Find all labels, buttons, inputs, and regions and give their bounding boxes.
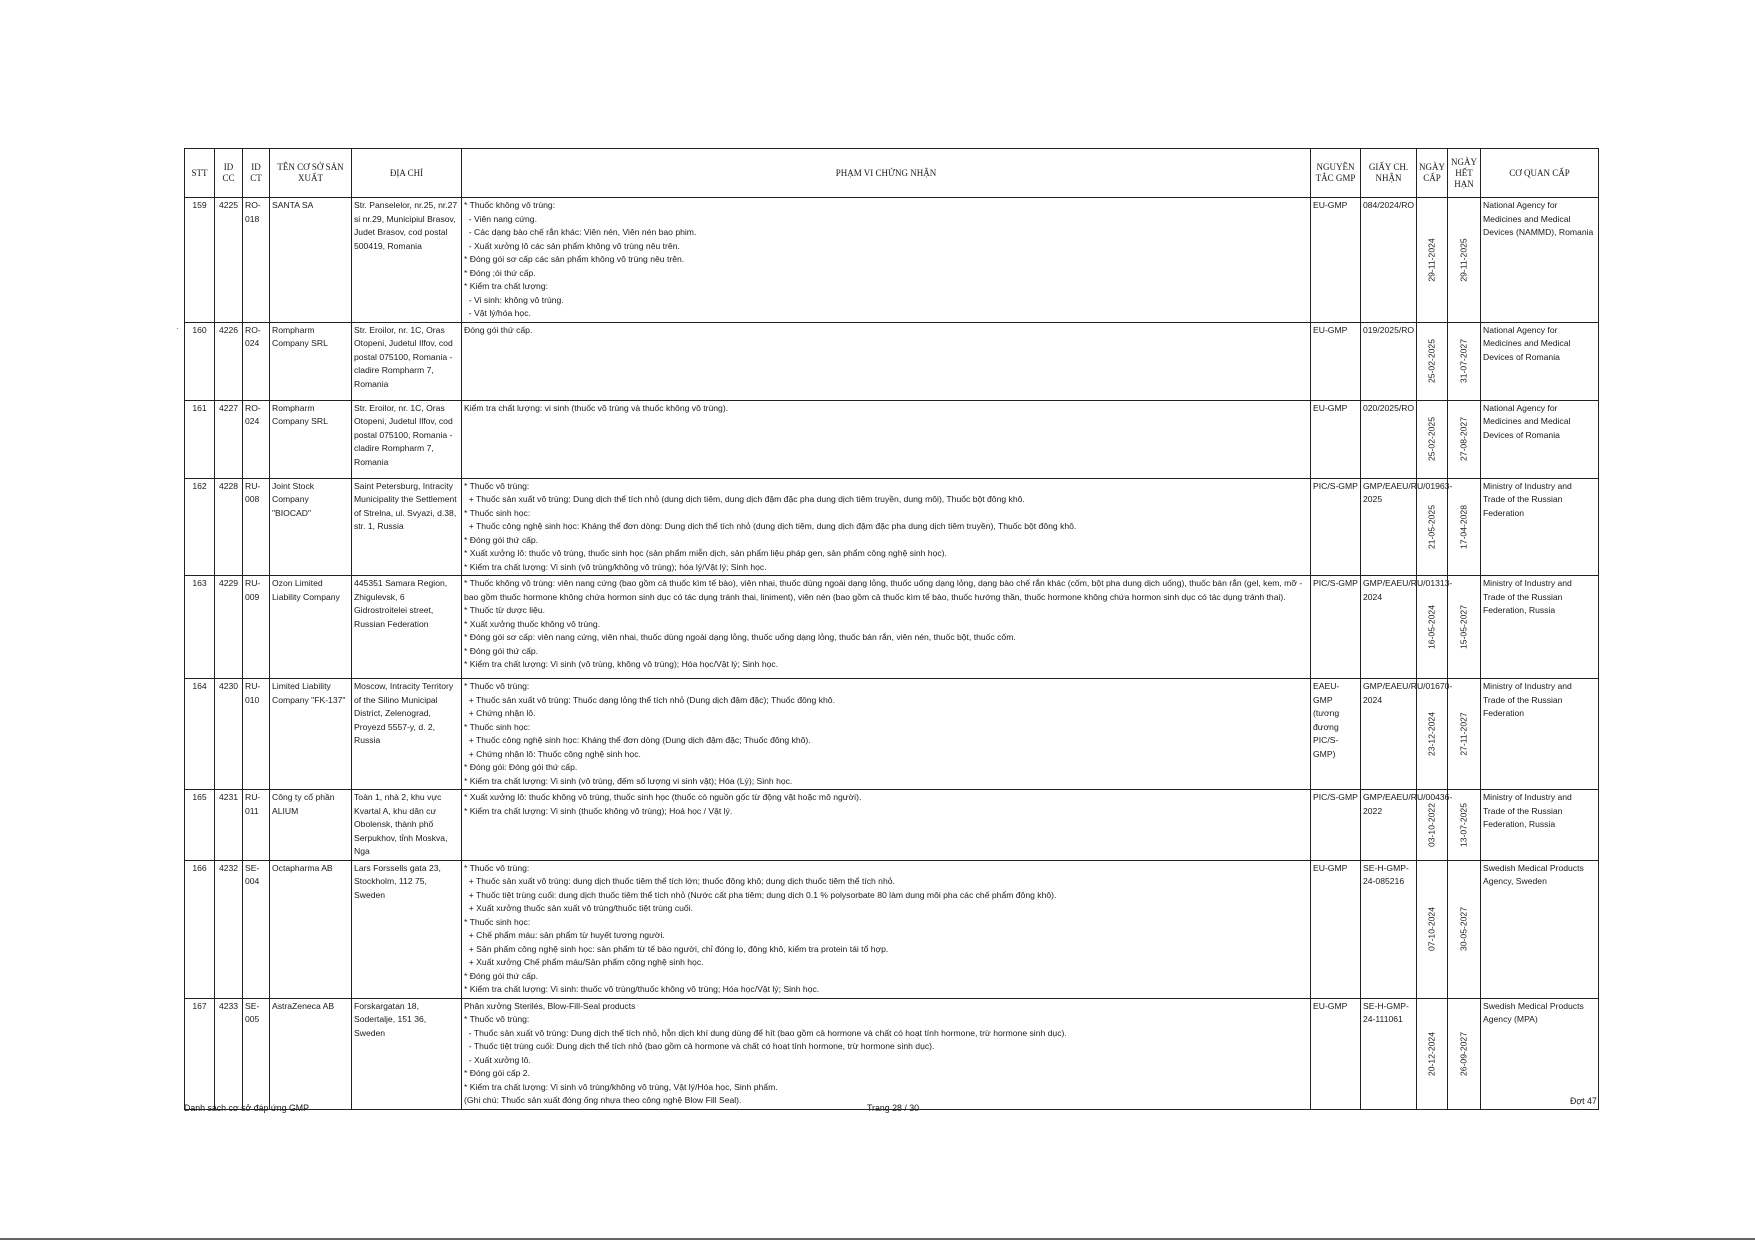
scope-line: * Đóng gói thứ cấp.: [464, 645, 539, 656]
row-gmp-principle: PIC/S-GMP: [1311, 576, 1361, 679]
scope-line: * Thuốc vô trùng:: [464, 480, 530, 491]
row-authority: Ministry of Industry and Trade of the Russian Federation: [1481, 679, 1599, 790]
expiry-date-text: 17-04-2028: [1458, 504, 1469, 549]
row-authority: Swedish Medical Products Agency, Sweden: [1481, 860, 1599, 998]
row-id-ct: RU-011: [243, 790, 270, 861]
table-body: [185, 198, 1599, 1110]
row-stt: 159: [185, 198, 215, 323]
header-gmp-principle: NGUYÊN TẮC GMP: [1311, 149, 1361, 198]
row-id-cc: 4226: [215, 322, 243, 400]
scope-line: * Xuất xưởng thuốc không vô trùng.: [464, 618, 601, 629]
footer-doc-title: Danh sách cơ sở đáp ứng GMP: [184, 1103, 309, 1113]
expiry-date-text: 30-05-2027: [1458, 907, 1469, 951]
row-gmp-principle: EU-GMP: [1311, 322, 1361, 400]
scope-line: - Xuất xưởng lô.: [464, 1054, 531, 1065]
row-expiry-date: [1448, 322, 1481, 400]
row-scope: [462, 322, 1311, 400]
expiry-date-text: 27-08-2027: [1458, 417, 1469, 461]
scope-line: * Kiểm tra chất lượng: Vi sinh vô trùng/không vô trùng, Vật lý/Hóa học, Sinh phẩm.: [464, 1081, 778, 1092]
scope-line: Đóng gói thứ cấp.: [464, 324, 533, 335]
table-row: [185, 478, 1599, 576]
row-authority: Swedish Medical Products Agency (MPA): [1481, 998, 1599, 1109]
scope-line: + Chứng nhận lô.: [464, 708, 536, 718]
row-issue-date: [1417, 322, 1448, 400]
row-id-ct: SE-004: [243, 860, 270, 998]
row-id-cc: 4225: [215, 198, 243, 323]
scope-line: + Chế phẩm máu: sản phẩm từ huyết tương người.: [464, 930, 665, 940]
row-stt: 164: [185, 679, 215, 790]
row-issue-date: [1417, 478, 1448, 576]
footer-batch: Đợt 47: [1570, 1096, 1597, 1106]
table-row: [185, 400, 1599, 478]
scope-line: * Thuốc không vô trùng:: [464, 200, 556, 210]
row-id-cc: 4227: [215, 400, 243, 478]
row-authority: National Agency for Medicines and Medical Devices of Romania: [1481, 322, 1599, 400]
scope-line: + Xuất xưởng Chế phẩm máu/Sản phẩm công nghệ sinh học.: [464, 957, 704, 967]
row-facility-name: Octapharma AB: [270, 860, 352, 998]
scope-line: * Đóng gói thứ cấp.: [464, 970, 539, 981]
row-scope: [462, 400, 1311, 478]
scope-line: Kiểm tra chất lượng: vi sinh (thuốc vô trùng và thuốc không vô trùng).: [464, 402, 729, 413]
scope-line: * Kiểm tra chất lượng: Vi sinh (thuốc không vô trùng); Hoá học / Vật lý.: [464, 805, 733, 816]
margin-mark: ·: [176, 323, 179, 333]
table-row: [185, 790, 1599, 861]
scope-line: - Thuốc sản xuất vô trùng: Dung dịch thể tích nhỏ, hỗn dịch khí dung dùng để hít (bao gồm cả hormone và chất có hoạt tính hormone, trừ hormone sinh dục).: [464, 1027, 1067, 1038]
row-stt: 165: [185, 790, 215, 861]
scope-line: - Các dạng bào chế rắn khác: Viên nén, Viên nén bao phim.: [464, 227, 697, 237]
row-facility-name: Rompharm Company SRL: [270, 322, 352, 400]
scope-line: - Xuất xưởng lô các sản phẩm không vô trùng nêu trên.: [464, 240, 680, 251]
row-id-ct: RO-018: [243, 198, 270, 323]
scope-line: + Thuốc công nghệ sinh học: Kháng thể đơn dòng (Dung dịch đậm đặc; Thuốc đông khô).: [464, 735, 811, 745]
row-id-ct: RO-024: [243, 400, 270, 478]
issue-date-text: 07-10-2024: [1426, 907, 1437, 951]
row-issue-date: [1417, 679, 1448, 790]
row-certificate: GMP/EAEU/RU/01963-2025: [1361, 478, 1417, 576]
row-id-ct: RU-009: [243, 576, 270, 679]
row-scope: [462, 860, 1311, 998]
scope-line: + Thuốc sản xuất vô trùng: dung dịch thuốc tiêm thể tích lớn; thuốc đông khô; dung dịch thuốc tiêm thể tích nhỏ.: [464, 876, 895, 886]
row-id-ct: RU-010: [243, 679, 270, 790]
row-certificate: GMP/EAEU/RU/01670-2024: [1361, 679, 1417, 790]
row-certificate: 020/2025/RO: [1361, 400, 1417, 478]
expiry-date-text: 27-11-2027: [1458, 712, 1469, 756]
scope-line: * Kiểm tra chất lượng:: [464, 281, 548, 291]
row-stt: 166: [185, 860, 215, 998]
expiry-date-text: 29-11-2025: [1458, 238, 1469, 282]
issue-date-text: 25-02-2025: [1426, 339, 1437, 383]
row-address: Str. Eroilor, nr. 1C, Oras Otopeni, Judetul Ilfov, cod postal 075100, Romania - cladire Rompharm 7, Romania: [352, 322, 462, 400]
row-certificate: 084/2024/RO: [1361, 198, 1417, 323]
scope-line: * Đóng ;ói thứ cấp.: [464, 267, 536, 278]
scope-line: + Thuốc công nghệ sinh học: Kháng thể đơn dòng: Dung dịch thể tích nhỏ (dung dịch tiêm, dung dịch đậm đặc pha dung dịch tiêm truyền), Thuốc bột đông khô.: [464, 521, 1077, 531]
header-scope: PHẠM VI CHỨNG NHẬN: [462, 149, 1311, 198]
scope-line: (Ghi chú: Thuốc sản xuất đóng ống nhựa theo công nghệ Blow Fill Seal).: [464, 1095, 742, 1105]
row-facility-name: Ozon Limited Liability Company: [270, 576, 352, 679]
expiry-date-text: 15-05-2027: [1458, 605, 1469, 649]
row-gmp-principle: EAEU-GMP (tương đương PIC/S-GMP): [1311, 679, 1361, 790]
row-facility-name: Công ty cổ phần ALIUM: [270, 790, 352, 861]
scope-line: * Đóng gói sơ cấp: viên nang cứng, viên nhai, thuốc dùng ngoài dạng lỏng, thuốc uống dạng lỏng, thuốc bán rắn, viên nén, thuốc bột, thuốc cốm.: [464, 632, 1016, 642]
row-expiry-date: [1448, 478, 1481, 576]
row-gmp-principle: EU-GMP: [1311, 198, 1361, 323]
row-id-cc: 4228: [215, 478, 243, 576]
table-row: [185, 998, 1599, 1109]
row-issue-date: [1417, 198, 1448, 323]
row-expiry-date: [1448, 860, 1481, 998]
scope-line: - Vi sinh: không vô trùng.: [464, 294, 564, 305]
row-id-cc: 4230: [215, 679, 243, 790]
row-id-ct: RO-024: [243, 322, 270, 400]
row-address: Moscow, Intracity Territory of the Silino Municipal District, Zelenograd, Proyezd 5557-y, d. 2, Russia: [352, 679, 462, 790]
scope-line: + Thuốc sản xuất vô trùng: Dung dịch thể tích nhỏ (dung dịch tiêm, dung dịch đậm đặc pha dung dịch tiêm truyền, dung môi), Thuốc bột đông khô.: [464, 494, 1025, 504]
scope-line: * Thuốc không vô trùng: viên nang cứng (bao gồm cả thuốc kìm tế bào), viên nhai, thuốc dùng ngoài dạng lỏng, thuốc uống dạng lỏng, dạng bào chế rắn khác (cốm, bột pha dung dịch uống), thuốc bán rắn (gel, kem, mỡ - bao gồm thuốc hormone không chứa hormon sinh dục có tác dụng tránh thai, liniment), viên nén (bao gồm cả thuốc kìm tế bào, thuốc hướng thần, thuốc hormone không chứa hormon sinh dục có tác dụng tránh thai).: [464, 578, 1305, 602]
expiry-date-text: 26-09-2027: [1458, 1031, 1469, 1076]
row-authority: National Agency for Medicines and Medical Devices (NAMMD), Romania: [1481, 198, 1599, 323]
header-stt: STT: [185, 149, 215, 198]
row-authority: Ministry of Industry and Trade of the Russian Federation, Russia: [1481, 576, 1599, 679]
row-issue-date: [1417, 400, 1448, 478]
row-stt: 167: [185, 998, 215, 1109]
scope-line: * Thuốc sinh học:: [464, 916, 531, 927]
header-expiry-date: NGÀY HẾT HẠN: [1448, 149, 1481, 198]
row-scope: [462, 198, 1311, 323]
table-row: [185, 860, 1599, 998]
table-row: [185, 198, 1599, 323]
header-id-cc: ID CC: [215, 149, 243, 198]
row-authority: National Agency for Medicines and Medical Devices of Romania: [1481, 400, 1599, 478]
row-gmp-principle: EU-GMP: [1311, 400, 1361, 478]
scope-line: * Thuốc sinh học:: [464, 721, 531, 732]
row-certificate: SE-H-GMP-24-085216: [1361, 860, 1417, 998]
row-facility-name: Limited Liability Company "FK-137": [270, 679, 352, 790]
scope-line: * Kiểm tra chất lượng: Vi sinh (vô trùng, không vô trùng); Hóa học/Vật lý; Sinh học.: [464, 659, 779, 669]
row-facility-name: Joint Stock Company "BIOCAD": [270, 478, 352, 576]
scope-line: * Thuốc vô trùng:: [464, 862, 530, 873]
issue-date-text: 23-12-2024: [1426, 712, 1437, 756]
row-facility-name: AstraZeneca AB: [270, 998, 352, 1109]
row-issue-date: [1417, 998, 1448, 1109]
row-expiry-date: [1448, 998, 1481, 1109]
row-certificate: GMP/EAEU/RU/01313-2024: [1361, 576, 1417, 679]
header-id-ct: ID CT: [243, 149, 270, 198]
row-scope: [462, 679, 1311, 790]
issue-date-text: 20-12-2024: [1426, 1031, 1437, 1076]
header-facility-name: TÊN CƠ SỞ SẢN XUẤT: [270, 149, 352, 198]
issue-date-text: 25-02-2025: [1426, 417, 1437, 461]
scope-line: Phân xưởng Sterilés, Blow-Fill-Seal products: [464, 1000, 636, 1011]
row-id-cc: 4231: [215, 790, 243, 861]
scope-line: * Đóng gói thứ cấp.: [464, 534, 539, 545]
row-address: Saint Petersburg, Intracity Municipality the Settlement of Strelna, ul. Svyazi, d.38, str. 1, Russia: [352, 478, 462, 576]
issue-date-text: 21-05-2025: [1426, 504, 1437, 549]
gmp-facility-table: [184, 148, 1599, 1110]
header-address: ĐỊA CHỈ: [352, 149, 462, 198]
header-authority: CƠ QUAN CẤP: [1481, 149, 1599, 198]
row-authority: Ministry of Industry and Trade of the Russian Federation, Russia: [1481, 790, 1599, 861]
table-row: [185, 679, 1599, 790]
scope-line: * Đóng gói: Đóng gói thứ cấp.: [464, 762, 578, 772]
footer-page-number: Trang 28 / 30: [867, 1103, 919, 1113]
row-expiry-date: [1448, 790, 1481, 861]
scan-edge-line: [0, 1238, 1755, 1240]
scope-line: * Xuất xưởng lô: thuốc vô trùng, thuốc sinh học (sản phẩm miễn dịch, sản phẩm liệu pháp gen, sản phẩm công nghệ sinh học).: [464, 548, 947, 558]
issue-date-text: 03-10-2022: [1426, 802, 1437, 847]
row-id-ct: SE-005: [243, 998, 270, 1109]
issue-date-text: 29-11-2024: [1426, 238, 1437, 282]
row-authority: Ministry of Industry and Trade of the Russian Federation: [1481, 478, 1599, 576]
row-stt: 160: [185, 322, 215, 400]
row-issue-date: [1417, 790, 1448, 861]
scope-line: * Đóng gói cấp 2.: [464, 1068, 530, 1078]
row-address: Toàn 1, nhà 2, khu vực Kvartal A, khu dân cư Obolensk, thành phố Serpukhov, tỉnh Moskva, Nga: [352, 790, 462, 861]
row-id-cc: 4233: [215, 998, 243, 1109]
issue-date-text: 16-05-2024: [1426, 605, 1437, 649]
row-certificate: SE-H-GMP-24-111061: [1361, 998, 1417, 1109]
expiry-date-text: 13-07-2025: [1458, 802, 1469, 847]
row-address: Lars Forssells gata 23, Stockholm, 112 75, Sweden: [352, 860, 462, 998]
row-id-cc: 4229: [215, 576, 243, 679]
row-address: Str. Eroilor, nr. 1C, Oras Otopeni, Judetul Ilfov, cod postal 075100, Romania - cladire Rompharm 7, Romania: [352, 400, 462, 478]
row-expiry-date: [1448, 400, 1481, 478]
row-address: Str. Panselelor, nr.25, nr.27 si nr.29, Municipiul Brasov, Judet Brasov, cod postal 500419, Romania: [352, 198, 462, 323]
row-address: 445351 Samara Region, Zhigulevsk, 6 Gidrostroitelei street, Russian Federation: [352, 576, 462, 679]
row-gmp-principle: EU-GMP: [1311, 860, 1361, 998]
row-scope: [462, 478, 1311, 576]
row-stt: 162: [185, 478, 215, 576]
scope-line: * Đóng gói sơ cấp các sản phẩm không vô trùng nêu trên.: [464, 254, 685, 264]
table-row: [185, 576, 1599, 679]
header-certificate: GIẤY CH. NHẬN: [1361, 149, 1417, 198]
scope-line: + Xuất xưởng thuốc sản xuất vô trùng/thuốc tiệt trùng cuối.: [464, 903, 693, 913]
scope-line: * Thuốc vô trùng:: [464, 1014, 530, 1024]
row-expiry-date: [1448, 679, 1481, 790]
row-stt: 161: [185, 400, 215, 478]
scope-line: * Thuốc từ dược liệu.: [464, 605, 545, 615]
row-certificate: GMP/EAEU/RU/00436-2022: [1361, 790, 1417, 861]
scope-line: + Chứng nhận lô: Thuốc công nghệ sinh học.: [464, 748, 641, 759]
row-facility-name: SANTA SA: [270, 198, 352, 323]
scope-line: * Kiểm tra chất lượng: Vi sinh (vô trùng/không vô trùng); hóa lý/Vật lý; Sinh học.: [464, 561, 767, 572]
row-stt: 163: [185, 576, 215, 679]
scope-line: * Kiểm tra chất lượng: Vi sinh: thuốc vô trùng/thuốc không vô trùng; Hóa học/Vật lý; Sinh học.: [464, 984, 820, 994]
scope-line: + Sản phẩm công nghệ sinh học: sản phẩm từ tế bào người, chỉ đóng lọ, đông khô, kiểm tra protein tái tổ hợp.: [464, 943, 889, 954]
row-certificate: 019/2025/RO: [1361, 322, 1417, 400]
row-scope: [462, 790, 1311, 861]
scope-line: + Thuốc sản xuất vô trùng: Thuốc dạng lỏng thể tích nhỏ (Dung dịch đậm đặc); Thuốc đông khô.: [464, 694, 835, 705]
scope-line: - Thuốc tiệt trùng cuối: Dung dịch thể tích nhỏ (bao gồm cả hormone và chất có hoạt tính hormone, trừ hormone sinh dục).: [464, 1041, 935, 1051]
row-gmp-principle: PIC/S-GMP: [1311, 790, 1361, 861]
scope-line: - Vật lý/hóa học.: [464, 308, 531, 318]
table-header-row: [185, 149, 1599, 198]
header-issue-date: NGÀY CẤP: [1417, 149, 1448, 198]
scope-line: * Xuất xưởng lô: thuốc không vô trùng, thuốc sinh học (thuốc có nguồn gốc từ động vật hoặc mô người).: [464, 792, 862, 802]
scope-line: * Kiểm tra chất lượng: Vi sinh (vô trùng, đếm số lượng vi sinh vật); Hóa (Lý); Sinh học.: [464, 775, 793, 786]
scope-line: + Thuốc tiệt trùng cuối: dung dịch thuốc tiêm thể tích nhỏ (Nước cất pha tiêm; dung dịch 0.1 % polysorbate 80 làm dung môi pha các chế phẩm đông khô).: [464, 889, 1057, 900]
row-id-ct: RU-008: [243, 478, 270, 576]
table-row: [185, 322, 1599, 400]
row-issue-date: [1417, 576, 1448, 679]
row-gmp-principle: PIC/S-GMP: [1311, 478, 1361, 576]
row-expiry-date: [1448, 198, 1481, 323]
row-gmp-principle: EU-GMP: [1311, 998, 1361, 1109]
row-id-cc: 4232: [215, 860, 243, 998]
scope-line: - Viên nang cứng.: [464, 213, 537, 224]
row-expiry-date: [1448, 576, 1481, 679]
row-issue-date: [1417, 860, 1448, 998]
expiry-date-text: 31-07-2027: [1458, 339, 1469, 383]
row-scope: [462, 576, 1311, 679]
row-scope: [462, 998, 1311, 1109]
scope-line: * Thuốc sinh học:: [464, 507, 531, 518]
row-facility-name: Rompharm Company SRL: [270, 400, 352, 478]
scope-line: * Thuốc vô trùng:: [464, 681, 530, 691]
row-address: Forskargatan 18, Sodertalje, 151 36, Sweden: [352, 998, 462, 1109]
